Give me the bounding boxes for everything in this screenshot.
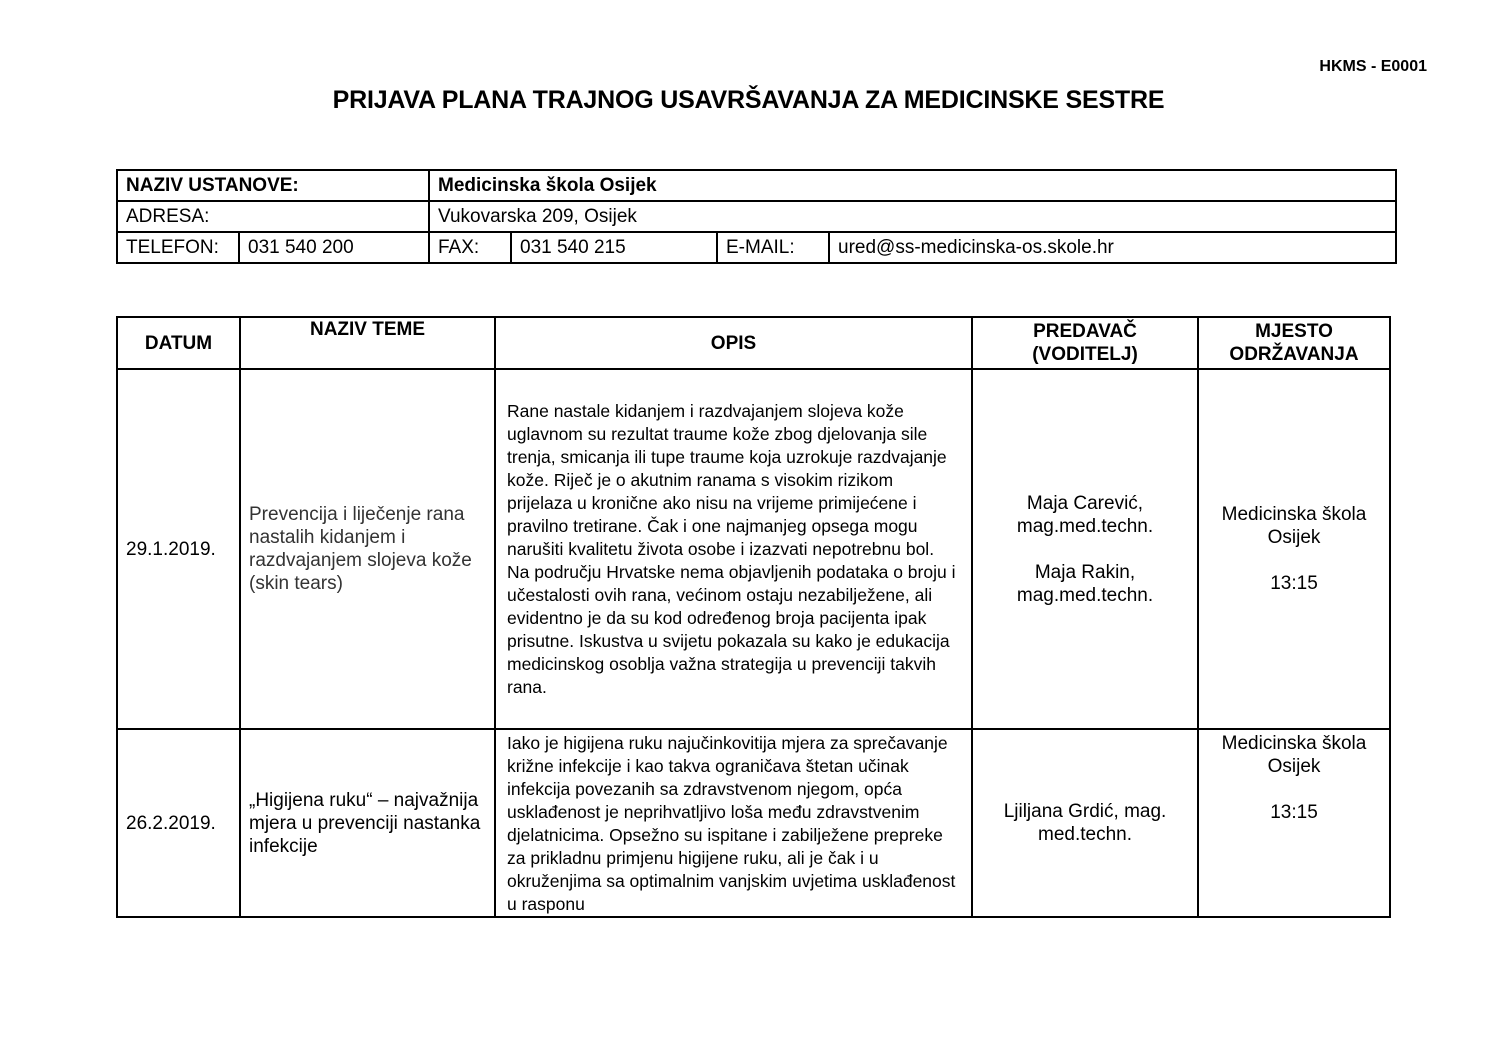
row-date: 29.1.2019. bbox=[117, 369, 240, 729]
institution-address-row bbox=[117, 201, 1396, 232]
address-label: ADRESA: bbox=[117, 201, 429, 232]
phone-label: TELEFON: bbox=[117, 232, 239, 263]
institution-name-row bbox=[117, 170, 1396, 201]
phone-value: 031 540 200 bbox=[239, 232, 429, 263]
row-topic: „Higijena ruku“ – najvažnija mjera u prevenciji nastanka infekcije bbox=[240, 729, 495, 917]
row-description: Rane nastale kidanjem i razdvajanjem slojeva kože uglavnom su rezultat traume kože zbog djelovanja sile trenja, smicanja ili tupe traume koja uzrokuje razdvajanje kože. Riječ je o akutnim ranama s visokim rizikom prijelaza u kronične ako nisu na vrijeme primijećene i pravilno tretirane. Čak i one najmanjeg opsega mogu narušiti kvalitetu života osobe i izazvati nepotrebnu bol. Na području Hrvatske nema objavljenih podataka o broju i učestalosti ovih rana, većinom ostaju nezabilježene, ali evidentno je da su kod određenog broja pacijenta ipak prisutne. Iskustva u svijetu pokazala su kako je edukacija medicinskog osoblja važna strategija u prevenciji takvih rana. bbox=[495, 369, 972, 729]
email-value: ured@ss-medicinska-os.skole.hr bbox=[829, 232, 1396, 263]
header-place: MJESTO ODRŽAVANJA bbox=[1198, 317, 1390, 369]
row-lecturer: Ljiljana Grdić, mag. med.techn. bbox=[972, 729, 1198, 917]
email-label: E-MAIL: bbox=[717, 232, 829, 263]
row-description: Iako je higijena ruku najučinkovitija mjera za sprečavanje križne infekcije i kao takva ograničava štetan učinak infekcija povezanih sa zdravstvenom njegom, opća usklađenost je neprihvatljivo loša među zdravstvenim djelatnicima. Opsežno su ispitane i zabilježene prepreke za prikladnu primjenu higijene ruku, ali je čak i u okruženjima sa optimalnim vanjskim uvjetima usklađenost u rasponu bbox=[495, 729, 972, 917]
header-lecturer: PREDAVAČ (VODITELJ) bbox=[972, 317, 1198, 369]
row-lecturer: Maja Carević, mag.med.techn. Maja Rakin, mag.med.techn. bbox=[972, 369, 1198, 729]
row-place: Medicinska škola Osijek 13:15 bbox=[1198, 369, 1390, 729]
address-value: Vukovarska 209, Osijek bbox=[429, 201, 1396, 232]
document-code: HKMS - E0001 bbox=[1319, 58, 1427, 75]
plan-header-row bbox=[117, 317, 1390, 369]
header-topic: NAZIV TEME bbox=[240, 317, 495, 369]
header-description: OPIS bbox=[495, 317, 972, 369]
institution-contact-row bbox=[117, 232, 1396, 263]
row-place: Medicinska škola Osijek 13:15 bbox=[1198, 729, 1390, 917]
institution-table bbox=[116, 169, 1397, 264]
document-title: PRIJAVA PLANA TRAJNOG USAVRŠAVANJA ZA MEDICINSKE SESTRE bbox=[332, 86, 1165, 114]
table-row bbox=[117, 729, 1390, 917]
table-row bbox=[117, 369, 1390, 729]
fax-label: FAX: bbox=[429, 232, 511, 263]
row-date: 26.2.2019. bbox=[117, 729, 240, 917]
plan-table bbox=[116, 316, 1391, 918]
fax-value: 031 540 215 bbox=[511, 232, 717, 263]
institution-name: Medicinska škola Osijek bbox=[429, 170, 1396, 201]
institution-name-label: NAZIV USTANOVE: bbox=[117, 170, 429, 201]
header-date: DATUM bbox=[117, 317, 240, 369]
row-topic: Prevencija i liječenje rana nastalih kidanjem i razdvajanjem slojeva kože (skin tears) bbox=[240, 369, 495, 729]
